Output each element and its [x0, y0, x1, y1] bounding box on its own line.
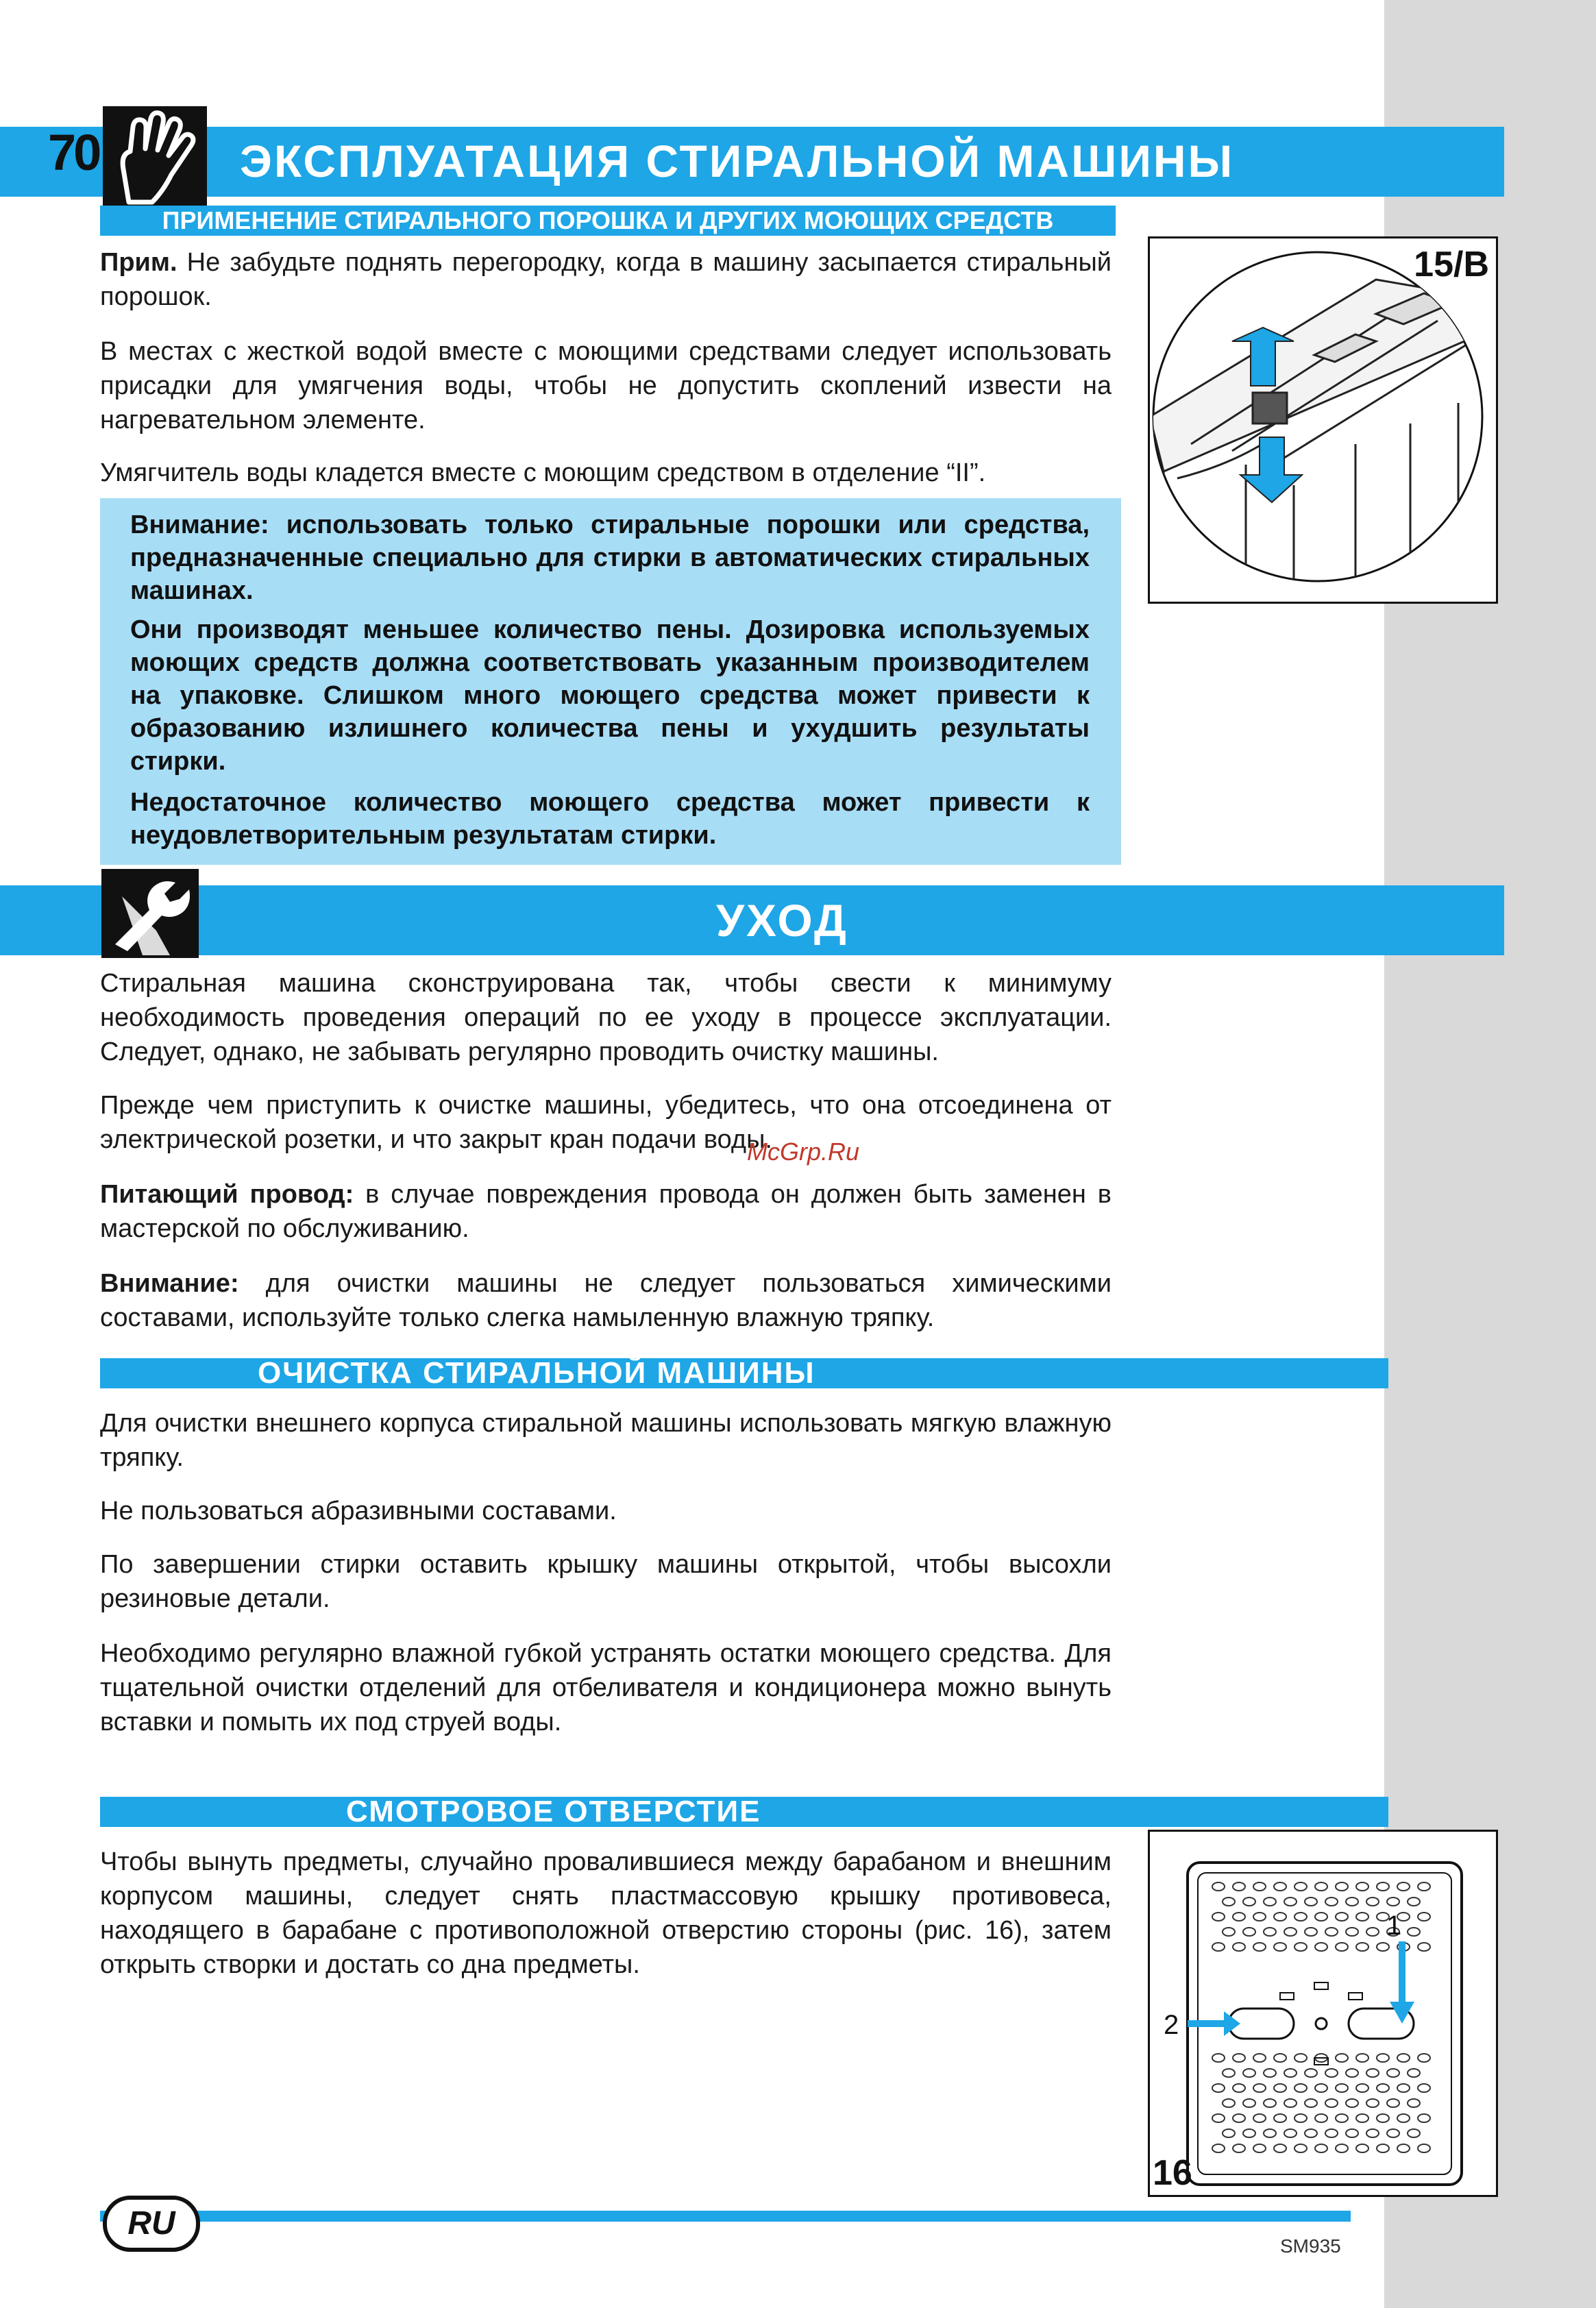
- cleaning-paragraph-4: Необходимо регулярно влажной губкой устранять остатки моющего средства. Для тщательной очистки отделений для отбеливателя и кондиционера можно вынуть вставки и помыть их под струей воды.: [100, 1639, 1112, 1736]
- chemicals-warning-paragraph: [100, 1266, 1112, 1335]
- care-paragraph-1: Стиральная машина сконструирована так, чтобы свести к минимуму необходимость проведения операций по ее уходу в процессе эксплуатации. Следует, однако, не забывать регулярно проводить очистку машины.: [100, 969, 1112, 1066]
- cleaning-paragraph-1: Для очистки внешнего корпуса стиральной машины использовать мягкую влажную тряпку.: [100, 1409, 1112, 1472]
- inspection-title: СМОТРОВОЕ ОТВЕРСТИЕ: [346, 1795, 761, 1828]
- hard-water-paragraph: В местах с жесткой водой вместе с моющими средствами следует использовать присадки для умягчения воды, чтобы не допустить скоплений извести на нагревательном элементе.: [100, 337, 1112, 434]
- marker-1: 1: [1386, 1911, 1402, 1941]
- softener-paragraph: Умягчитель воды кладется вместе с моющим средством в отделение “II”.: [100, 458, 986, 487]
- cleaning-title: ОЧИСТКА СТИРАЛЬНОЙ МАШИНЫ: [258, 1356, 815, 1390]
- note-text: Не забудьте поднять перегородку, когда в машину засыпается стиральный порошок.: [100, 248, 1112, 311]
- care-paragraph-2: Прежде чем приступить к очистке машины, убедитесь, что она отсоединена от электрической розетки, и что закрыт кран подачи воды.: [100, 1091, 1112, 1154]
- note-paragraph: [100, 245, 1112, 314]
- power-cord-text: в случае повреждения провода он должен быть заменен в мастерской по обслуживанию.: [100, 1180, 1112, 1243]
- chemicals-warning-label: Внимание:: [100, 1269, 239, 1298]
- note-label: Прим.: [100, 248, 177, 277]
- counterweight-cover-illustration: [1150, 1832, 1496, 2195]
- page-title: ЭКСПЛУАТАЦИЯ СТИРАЛЬНОЙ МАШИНЫ: [240, 136, 1235, 186]
- language-badge: RU: [103, 2196, 200, 2252]
- wrench-hand-icon: [101, 869, 199, 958]
- chemicals-warning-text: для очистки машины не следует пользоваться химическими составами, используйте только слегка намыленную влажную тряпку.: [100, 1269, 1112, 1332]
- detergent-drawer-illustration: [1150, 238, 1496, 602]
- figure-15b: [1148, 236, 1498, 604]
- warning-callout: [100, 498, 1121, 865]
- inspection-paragraph: Чтобы вынуть предметы, случайно провалившиеся между барабаном и внешним корпусом машины, следует снять пластмассовую крышку противовеса, находящего в барабане с противоположной отверстию стороны (рис. 16), затем открыть створки и достать со дна предметы.: [100, 1847, 1112, 1979]
- hand-icon: [103, 106, 207, 209]
- model-code: SM935: [1280, 2235, 1341, 2257]
- power-cord-label: Питающий провод:: [100, 1180, 354, 1209]
- figure-16: [1148, 1830, 1498, 2197]
- footer-line: [100, 2211, 1351, 2222]
- figure-16-label: 16: [1153, 2153, 1192, 2193]
- page-number: 70: [48, 124, 99, 181]
- sub-header-title: ПРИМЕНЕНИЕ СТИРАЛЬНОГО ПОРОШКА И ДРУГИХ МОЮЩИХ СРЕДСТВ: [162, 206, 1054, 234]
- callout-paragraph-3: Недостаточное количество моющего средства может привести к неудовлетворительным результатам стирки.: [130, 788, 1090, 850]
- marker-2: 2: [1164, 2010, 1179, 2040]
- watermark: McGrp.Ru: [747, 1138, 860, 1166]
- cleaning-paragraph-3: По завершении стирки оставить крышку машины открытой, чтобы высохли резиновые детали.: [100, 1550, 1112, 1613]
- callout-paragraph-2: Они производят меньшее количество пены. Дозировка используемых моющих средств должна соответствовать указанным производителем на упаковке. Слишком много моющего средства может привести к образованию излишнего количества пены и ухудшить результаты стирки.: [130, 615, 1090, 776]
- cleaning-paragraph-2: Не пользоваться абразивными составами.: [100, 1497, 617, 1525]
- power-cord-paragraph: [100, 1177, 1112, 1246]
- figure-15b-label: 15/B: [1414, 245, 1489, 284]
- care-title: УХОД: [716, 895, 848, 946]
- callout-paragraph-1: Внимание: использовать только стиральные порошки или средства, предназначенные специально для стирки в автоматических стиральных машинах.: [130, 511, 1090, 605]
